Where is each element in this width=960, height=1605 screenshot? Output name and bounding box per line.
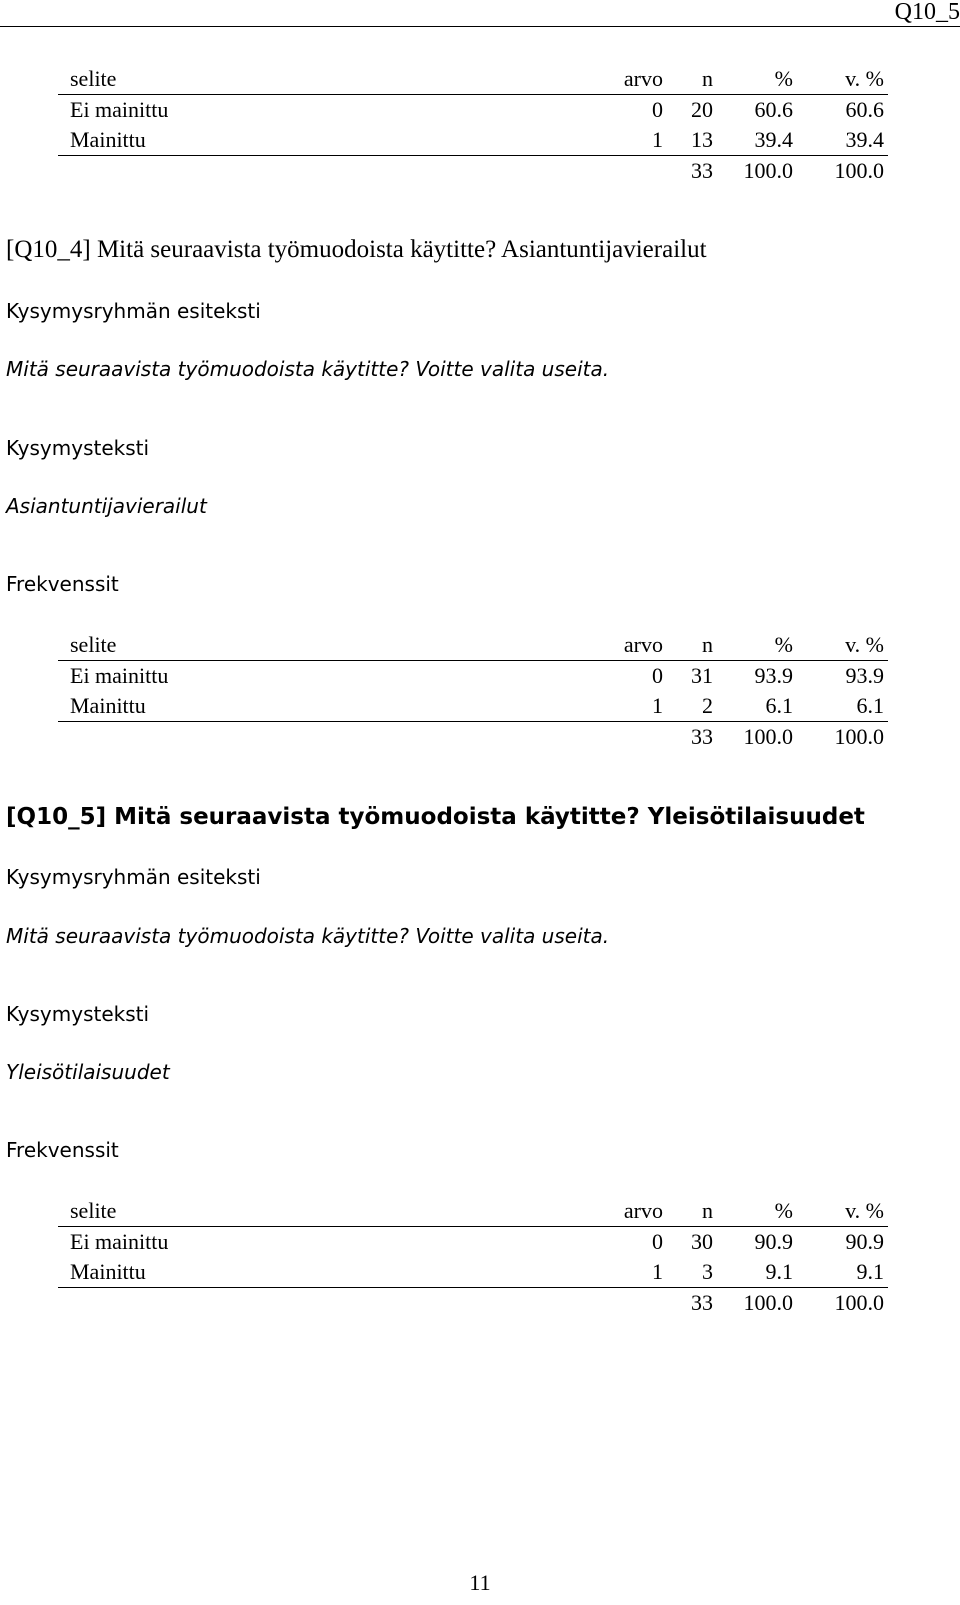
cell-pct: 93.9 [754,663,793,688]
frequencies-label: Frekvenssit [6,572,119,596]
total-vpct: 100.0 [834,724,884,749]
cell-vpct: 93.9 [845,663,884,688]
frequency-table-q10-4 [58,630,888,752]
group-text: Mitä seuraavista työmuodoista käytitte? Voitte valita useita. [6,357,610,381]
col-n: n [667,1196,717,1227]
table-header-row [58,64,888,95]
total-vpct: 100.0 [834,158,884,183]
table-total-row [58,1288,888,1319]
table-total-row [58,156,888,187]
cell-selite: Mainittu [58,1257,595,1288]
question-label: Kysymysteksti [6,1002,150,1026]
col-arvo: arvo [595,630,667,661]
frequency-table-q10-5 [58,1196,888,1318]
col-vpct: v. % [797,1196,888,1227]
question-text: Asiantuntijavierailut [6,494,207,518]
frequencies-label: Frekvenssit [6,1138,119,1162]
col-vpct: v. % [797,64,888,95]
col-selite: selite [58,64,595,95]
col-vpct: v. % [797,630,888,661]
col-n: n [667,630,717,661]
frequency-table-top [58,64,888,186]
table-row [58,661,888,692]
cell-vpct: 9.1 [797,1257,888,1288]
cell-n: 31 [691,663,713,688]
col-arvo: arvo [595,1196,667,1227]
cell-pct: 9.1 [717,1257,797,1288]
table-row [58,1227,888,1258]
group-text-label: Kysymysryhmän esiteksti [6,299,261,323]
cell-arvo: 0 [652,1229,663,1254]
page-number: 11 [469,1570,491,1595]
cell-n: 20 [691,97,713,122]
total-n: 33 [691,158,713,183]
total-n: 33 [691,1290,713,1315]
table-header-row [58,1196,888,1227]
table-row [58,95,888,126]
col-pct: % [717,630,797,661]
cell-arvo: 0 [652,97,663,122]
question-label: Kysymysteksti [6,436,150,460]
cell-selite: Ei mainittu [70,663,169,688]
table-header-row [58,630,888,661]
table-row [58,1257,888,1288]
cell-selite: Mainittu [58,691,595,722]
cell-vpct: 6.1 [797,691,888,722]
table-row [58,691,888,722]
table-total-row [58,722,888,753]
cell-arvo: 1 [595,125,667,156]
cell-selite: Ei mainittu [70,1229,169,1254]
cell-vpct: 39.4 [797,125,888,156]
cell-selite: Mainittu [58,125,595,156]
group-text-label: Kysymysryhmän esiteksti [6,865,261,889]
col-pct: % [717,64,797,95]
cell-arvo: 1 [595,1257,667,1288]
cell-pct: 6.1 [717,691,797,722]
cell-n: 13 [667,125,717,156]
col-n: n [667,64,717,95]
cell-arvo: 1 [595,691,667,722]
section-title-q10-4: [Q10_4] Mitä seuraavista työmuodoista käytitte? Asiantuntijavierailut [6,236,707,263]
cell-n: 30 [691,1229,713,1254]
total-n: 33 [691,724,713,749]
section-title-q10-5: [Q10_5] Mitä seuraavista työmuodoista käytitte? Yleisötilaisuudet [6,804,865,830]
cell-pct: 39.4 [717,125,797,156]
col-arvo: arvo [595,64,667,95]
cell-arvo: 0 [652,663,663,688]
total-pct: 100.0 [743,158,793,183]
col-selite: selite [58,630,595,661]
table-row [58,125,888,156]
cell-selite: Ei mainittu [70,97,169,122]
header-label: Q10_5 [894,0,960,25]
page-header [0,0,960,30]
question-text: Yleisötilaisuudet [6,1060,170,1084]
cell-vpct: 60.6 [845,97,884,122]
total-pct: 100.0 [743,724,793,749]
total-pct: 100.0 [743,1290,793,1315]
cell-pct: 90.9 [754,1229,793,1254]
col-selite: selite [58,1196,595,1227]
cell-pct: 60.6 [754,97,793,122]
header-rule [0,26,960,27]
cell-n: 3 [667,1257,717,1288]
group-text: Mitä seuraavista työmuodoista käytitte? Voitte valita useita. [6,924,610,948]
cell-vpct: 90.9 [845,1229,884,1254]
cell-n: 2 [667,691,717,722]
col-pct: % [717,1196,797,1227]
total-vpct: 100.0 [834,1290,884,1315]
